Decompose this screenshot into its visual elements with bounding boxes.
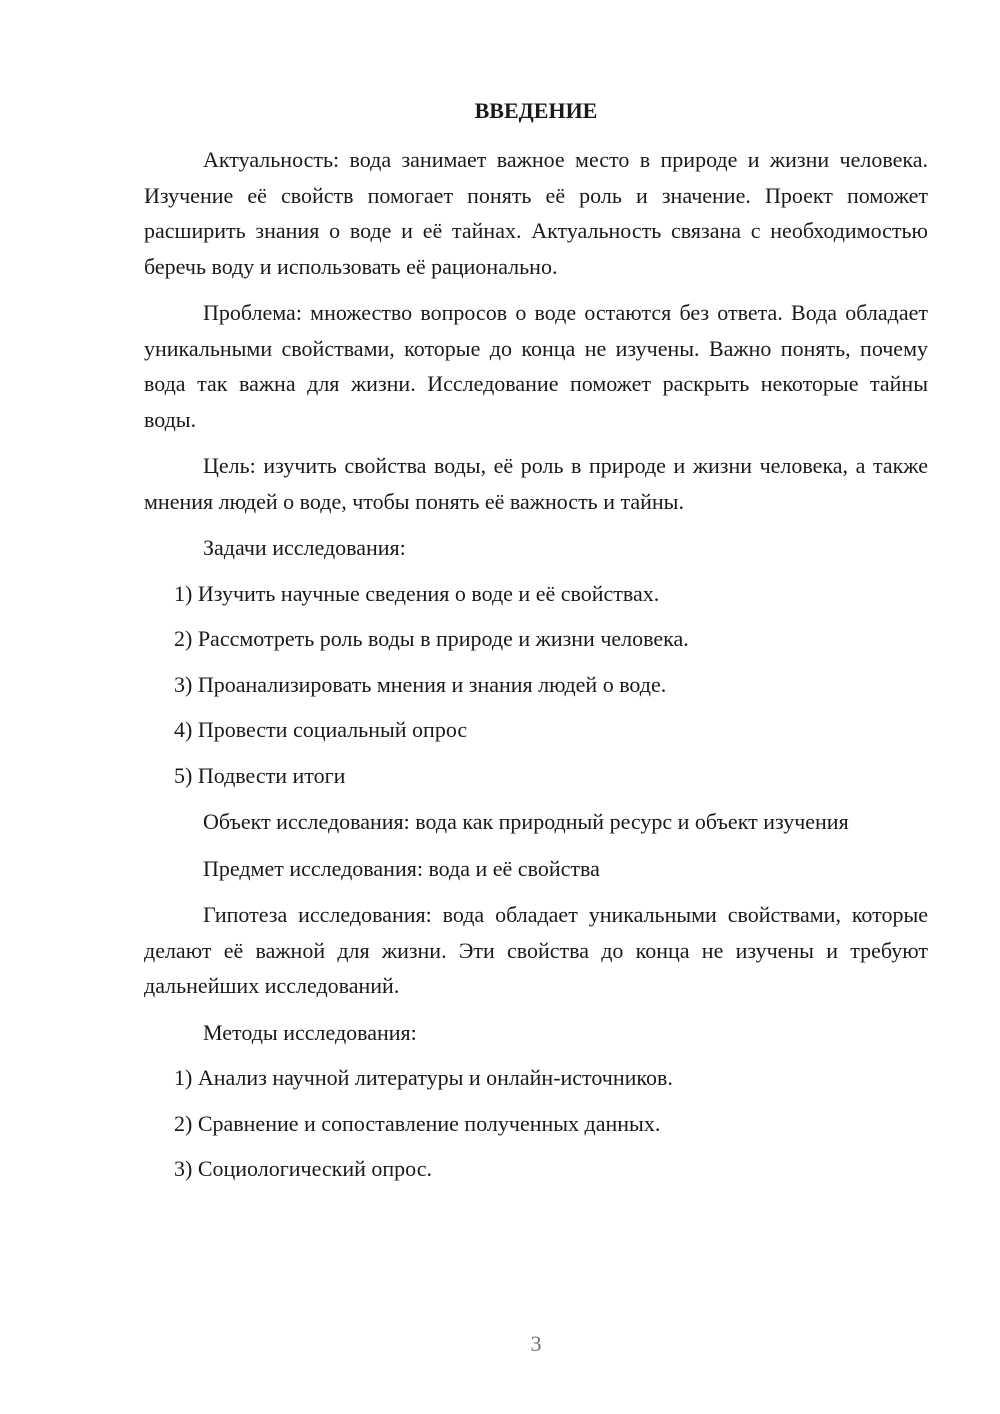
problem-paragraph: Проблема: множество вопросов о воде остаются без ответа. Вода обладает уникальными свойствами, которые до конца не изучены. Важно понять, почему вода так важна для жизни. Исследование поможет раскрыть некоторые тайны воды. (144, 300, 928, 432)
document-page (144, 94, 928, 1198)
methods-list (144, 1060, 928, 1187)
list-item: 1) Изучить научные сведения о воде и её свойствах. (174, 580, 660, 606)
list-item: 1) Анализ научной литературы и онлайн-источников. (174, 1065, 673, 1090)
tasks-list (144, 576, 928, 794)
list-item: 5) Подвести итоги (174, 762, 346, 788)
list-item: 4) Провести социальный опрос (174, 717, 468, 742)
object-paragraph: Объект исследования: вода как природный ресурс и объект изучения (203, 809, 849, 834)
methods-heading: Методы исследования: (203, 1019, 417, 1045)
subject-paragraph: Предмет исследования: вода и её свойства (203, 855, 600, 881)
page-number: 3 (530, 1331, 542, 1356)
list-item: 2) Рассмотреть роль воды в природе и жизни человека. (174, 626, 689, 651)
list-item: 2) Сравнение и сопоставление полученных данных. (174, 1110, 661, 1136)
tasks-heading: Задачи исследования: (203, 535, 406, 560)
list-item: 3) Проанализировать мнения и знания людей о воде. (174, 671, 667, 697)
relevance-paragraph: Актуальность: вода занимает важное место в природе и жизни человека. Изучение её свойств помогает понять её роль и значение. Проект поможет расширить знания о воде и её тайнах. Актуальность связана с необходимостью беречь воду и использовать её рационально. (144, 147, 928, 279)
hypothesis-paragraph: Гипотеза исследования: вода обладает уникальными свойствами, которые делают её важной для жизни. Эти свойства до конца не изучены и требуют дальнейших исследований. (144, 902, 928, 998)
list-item: 3) Социологический опрос. (174, 1156, 432, 1181)
goal-paragraph: Цель: изучить свойства воды, её роль в природе и жизни человека, а также мнения людей о воде, чтобы понять её важность и тайны. (144, 453, 928, 514)
page-title: ВВЕДЕНИЕ (474, 98, 598, 123)
